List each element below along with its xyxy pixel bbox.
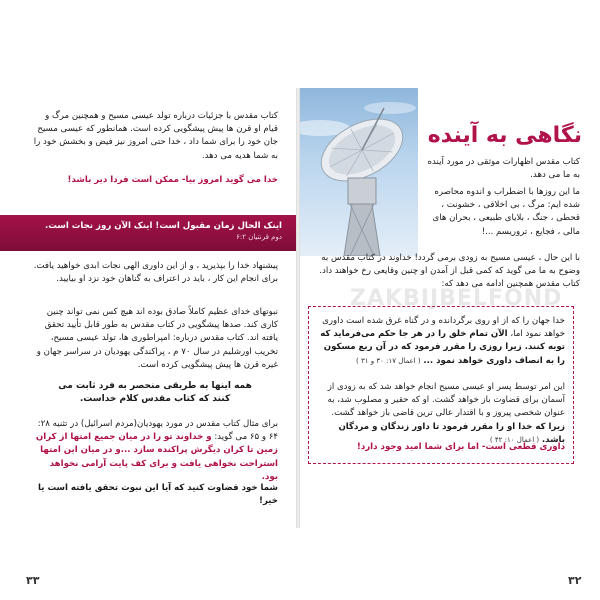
quote-2-ref: ( اعمال ۱۰: ۴۲ ) (489, 435, 540, 444)
watermark: ZAKBIJBELFOND (350, 286, 563, 311)
left-highlight-1: خدا می گوید امروز بیا- ممکن است فردا دیر باشد! (67, 175, 278, 185)
right-page-number: ۳۲ (568, 574, 582, 587)
right-intro: کتاب مقدس اظهارات موثقی در مورد آینده به ما می دهد. (427, 157, 580, 181)
quote-2-verse: زیرا که خدا او را مقرر فرمود تا داور زندگان و مردگان باشد. (338, 421, 565, 445)
scripture-quote-box (308, 306, 574, 464)
verse-banner (0, 215, 296, 251)
banner-verse-text: اینک الحال زمان مقبول است! اینک الآن روز نجات است. (45, 221, 282, 231)
quote-1-ref: ( اعمال ۱۷: ۳۰ و ۳۱ ) (356, 356, 421, 365)
quote-1-verse: الآن تمام خلق را در هر جا حکم می‌فرماید که توبه کنند. زیرا روزی را مقرر فرمود که در آن ربع مسکون را به انصاف داوری خواهد نمود ... (320, 329, 565, 366)
left-para-3: نبوتهای خدای عظیم کاملاً صادق بوده اند هیچ کس نمی تواند چنین کاری کند. صدها پیشگویی در کتاب مقدس به طور قابل تأیید تحقق یافته اند. کتاب مقدس درباره: امپراطوری ها، تولد عیسی مسیح، تخریب اورشلیم در سال ۷۰ م ، پراکندگی یهودیان در سراسر جهان و غیره قرن ها پیش پیشگویی کرده است. (36, 307, 278, 370)
radio-telescope-image (300, 88, 418, 256)
quote-2-plain: این امر توسط پسر او عیسی مسیح انجام خواهد شد که به زودی از آسمان برای قضاوت باز خواهد گشت. او که حقیر و مصلوب شد، به عنوان شخصی پیروز و با اقتدار عالی ترین قاضی باز خواهد گشت. (327, 382, 565, 419)
banner-verse-ref: دوم قرنتیان ۶:۲ (236, 233, 282, 241)
left-para-1: کتاب مقدس با جزئیات درباره تولد عیسی مسیح و همچنین مرگ و قیام او قرن ها پیش پیشگویی کرده است. همانطور که عیسی مسیح جان خود را برای شما داد ، خدا حتی امروز نیز فیض و بخشش خود را به شما هدیه می دهد. (33, 111, 278, 161)
left-para-4-plain: برای مثال کتاب مقدس در مورد یهودیان(مردم اسرائیل) در تثنیه ۲۸: ۶۴ و ۶۵ می گوید: (37, 419, 278, 443)
left-page (18, 88, 296, 587)
quote-1 (317, 315, 565, 368)
quote-2 (317, 381, 565, 447)
page-title: نگاهی به آینده (427, 123, 582, 148)
left-bold-statement: همه اینها به طریقی منحصر به فرد ثابت می کنند که کتاب مقدس کلام خداست. (58, 381, 252, 405)
radio-telescope-icon (300, 88, 418, 256)
left-closing: شما خود قضاوت کنید که آیا این نبوت تحقق یافته است یا خیر! (38, 483, 278, 507)
quote-highlight: داوری قطعی است- اما برای شما امید وجود دارد! (356, 442, 565, 452)
left-para-2: پیشنهاد خدا را بپذیرید ، و از این داوری الهی نجات ابدی خواهید یافت. برای انجام این کار ، باید در اعتراف به گناهان خود نزد او بیایید. (33, 261, 278, 285)
left-page-number: ۳۳ (26, 574, 40, 587)
right-para-1: ما این روزها با اضطراب و اندوه محاصره شده ایم: مرگ ، بی اخلاقی ، خشونت ، قحطی ، جنگ ، بلایای طبیعی ، بحران های مالی ، فجایع ، تروریسم ...! (432, 187, 580, 237)
quote-1-plain: خدا جهان را که از او روی برگردانده و در گناه غرق شده است داوری خواهد نمود اما، (322, 316, 565, 340)
left-para-4-verse: و خداوند تو را در میان جمیع امتها از کران زمین تا کران دیگرش پراکنده سازد ...و در میان این امتها استراحت نخواهی یافت و برای کف پایت آرامی نخواهد بود. (35, 432, 278, 482)
right-para-2: با این حال ، عیسی مسیح به زودی برمی گردد! خداوند در کتاب مقدس به وضوح به ما می گوید که کمی قبل از آمدن او چنین وقایعی رخ خواهند داد. کتاب مقدس همچنین ادامه می دهد که: (319, 253, 580, 290)
left-para-4 (32, 418, 278, 484)
